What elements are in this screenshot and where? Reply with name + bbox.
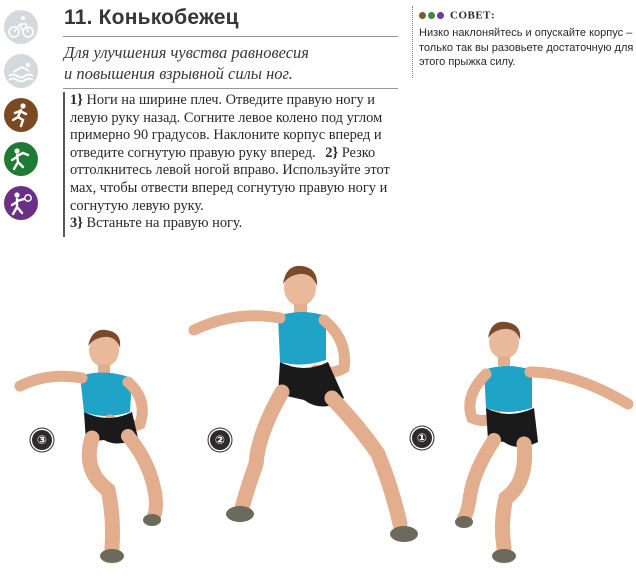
exercise-subtitle [64,42,399,84]
tip-dot-purple [437,12,444,19]
subtitle-divider [63,88,398,89]
instructions [70,92,392,233]
tip-dot-brown [419,12,426,19]
running-icon [4,98,38,132]
athlete-figure-step-2 [186,258,434,570]
subtitle-line-1: Для улучшения чувства равновесия [64,43,309,62]
athlete-figure-step-1 [444,312,636,570]
swimming-icon [4,54,38,88]
subtitle-line-2: и повышения взрывной силы ног. [64,64,293,83]
fitness-icon [4,142,38,176]
step-2-number: 2} [325,144,339,161]
step-2-text: Резко оттолкнитесь левой ногой вправо. Используйте этот мах, чтобы отвести вперед согнутую правую ногу и согнутую левую руку. [70,144,390,214]
sport-icon-sidebar [4,10,40,230]
step-3-badge: ③ [32,430,52,450]
sports-icon [4,186,38,220]
step-1-number: 1} [70,92,83,108]
tip-text: Низко наклоняйтесь и опускайте корпус – только так вы разовьете достаточную для этого прыжка силу. [419,27,634,69]
step-3-text: Встаньте на правую ногу. [86,215,243,232]
step-2-badge: ② [210,430,230,450]
title-divider [63,36,398,37]
tip-label: СОВЕТ: [450,9,496,22]
cycling-icon [4,10,38,44]
step-1-text: Ноги на ширине плеч. Отведите правую ногу и левую руку назад. Согните левое колено под углом примерно 90 градусов. Наклоните корпус вперед и отведите согнутую правую руку вперед. [70,92,383,161]
instructions-rule [63,92,65,237]
exercise-title: 11. Конькобежец [64,6,239,29]
step-1-badge: ① [412,428,432,448]
tip-dot-green [428,12,435,19]
step-3-number: 3} [70,215,83,232]
tip-dots-icon [419,6,446,24]
tip-box [412,6,635,78]
